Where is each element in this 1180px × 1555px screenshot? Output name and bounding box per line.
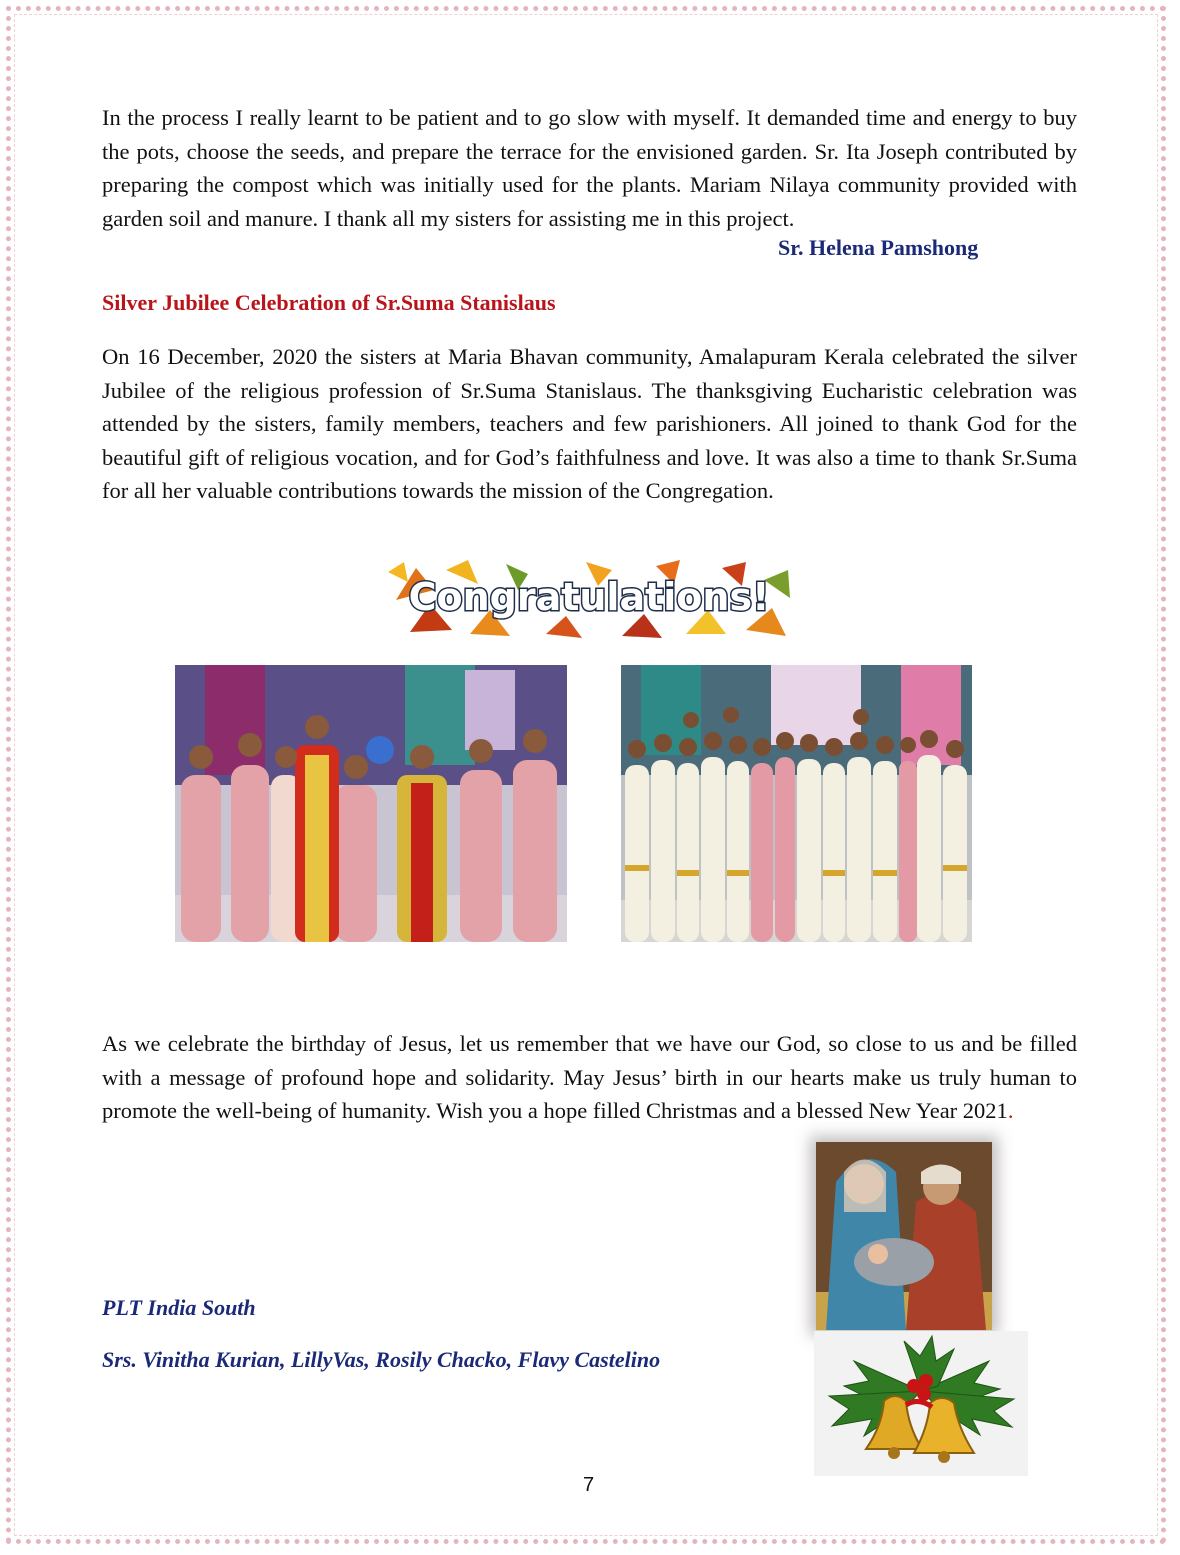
congratulations-banner (386, 560, 792, 640)
paragraph-jubilee: On 16 December, 2020 the sisters at Maria Bhavan community, Amalapuram Kerala celebrated the silver Jubilee of the religious profession of Sr.Suma Stanislaus. The thanksgiving Eucharistic celebration was attended by the sisters, family members, teachers and few parishioners. All joined to thank God for the beautiful gift of religious vocation, and for God’s faithfulness and love. It was also a time to thank Sr.Suma for all her valuable contributions towards the mission of the Congregation. (102, 344, 1077, 504)
group-photo-sisters (175, 665, 567, 942)
team-members: Srs. Vinitha Kurian, LillyVas, Rosily Chacko, Flavy Castelino (102, 1347, 661, 1372)
team-name: PLT India South (102, 1295, 256, 1320)
signature-helena: Sr. Helena Pamshong (778, 235, 979, 260)
congratulations-text: Congratulations! (408, 575, 770, 619)
christmas-bells-icon (814, 1331, 1028, 1476)
group-photo-teachers (621, 665, 972, 942)
paragraph-garden: In the process I really learnt to be patient and to go slow with myself. It demanded time and energy to buy the pots, choose the seeds, and prepare the terrace for the envisioned garden. Sr. Ita Joseph contributed by preparing the compost which was initially used for the plants. Mariam Nilaya community provided with garden soil and manure. I thank all my sisters for assisting me in this project. (102, 105, 1077, 231)
page-number: 7 (583, 1474, 595, 1496)
section-heading: Silver Jubilee Celebration of Sr.Suma Stanislaus (102, 290, 556, 315)
nativity-photo (816, 1142, 992, 1330)
paragraph-christmas (102, 1027, 1077, 1128)
christmas-message: As we celebrate the birthday of Jesus, let us remember that we have our God, so close to us and be filled with a message of profound hope and solidarity. May Jesus’ birth in our hearts make us truly human to promote the well-being of humanity. Wish you a hope filled Christmas and a blessed New Year 2021 (102, 1031, 1077, 1124)
closing-period: . (1007, 1098, 1014, 1124)
